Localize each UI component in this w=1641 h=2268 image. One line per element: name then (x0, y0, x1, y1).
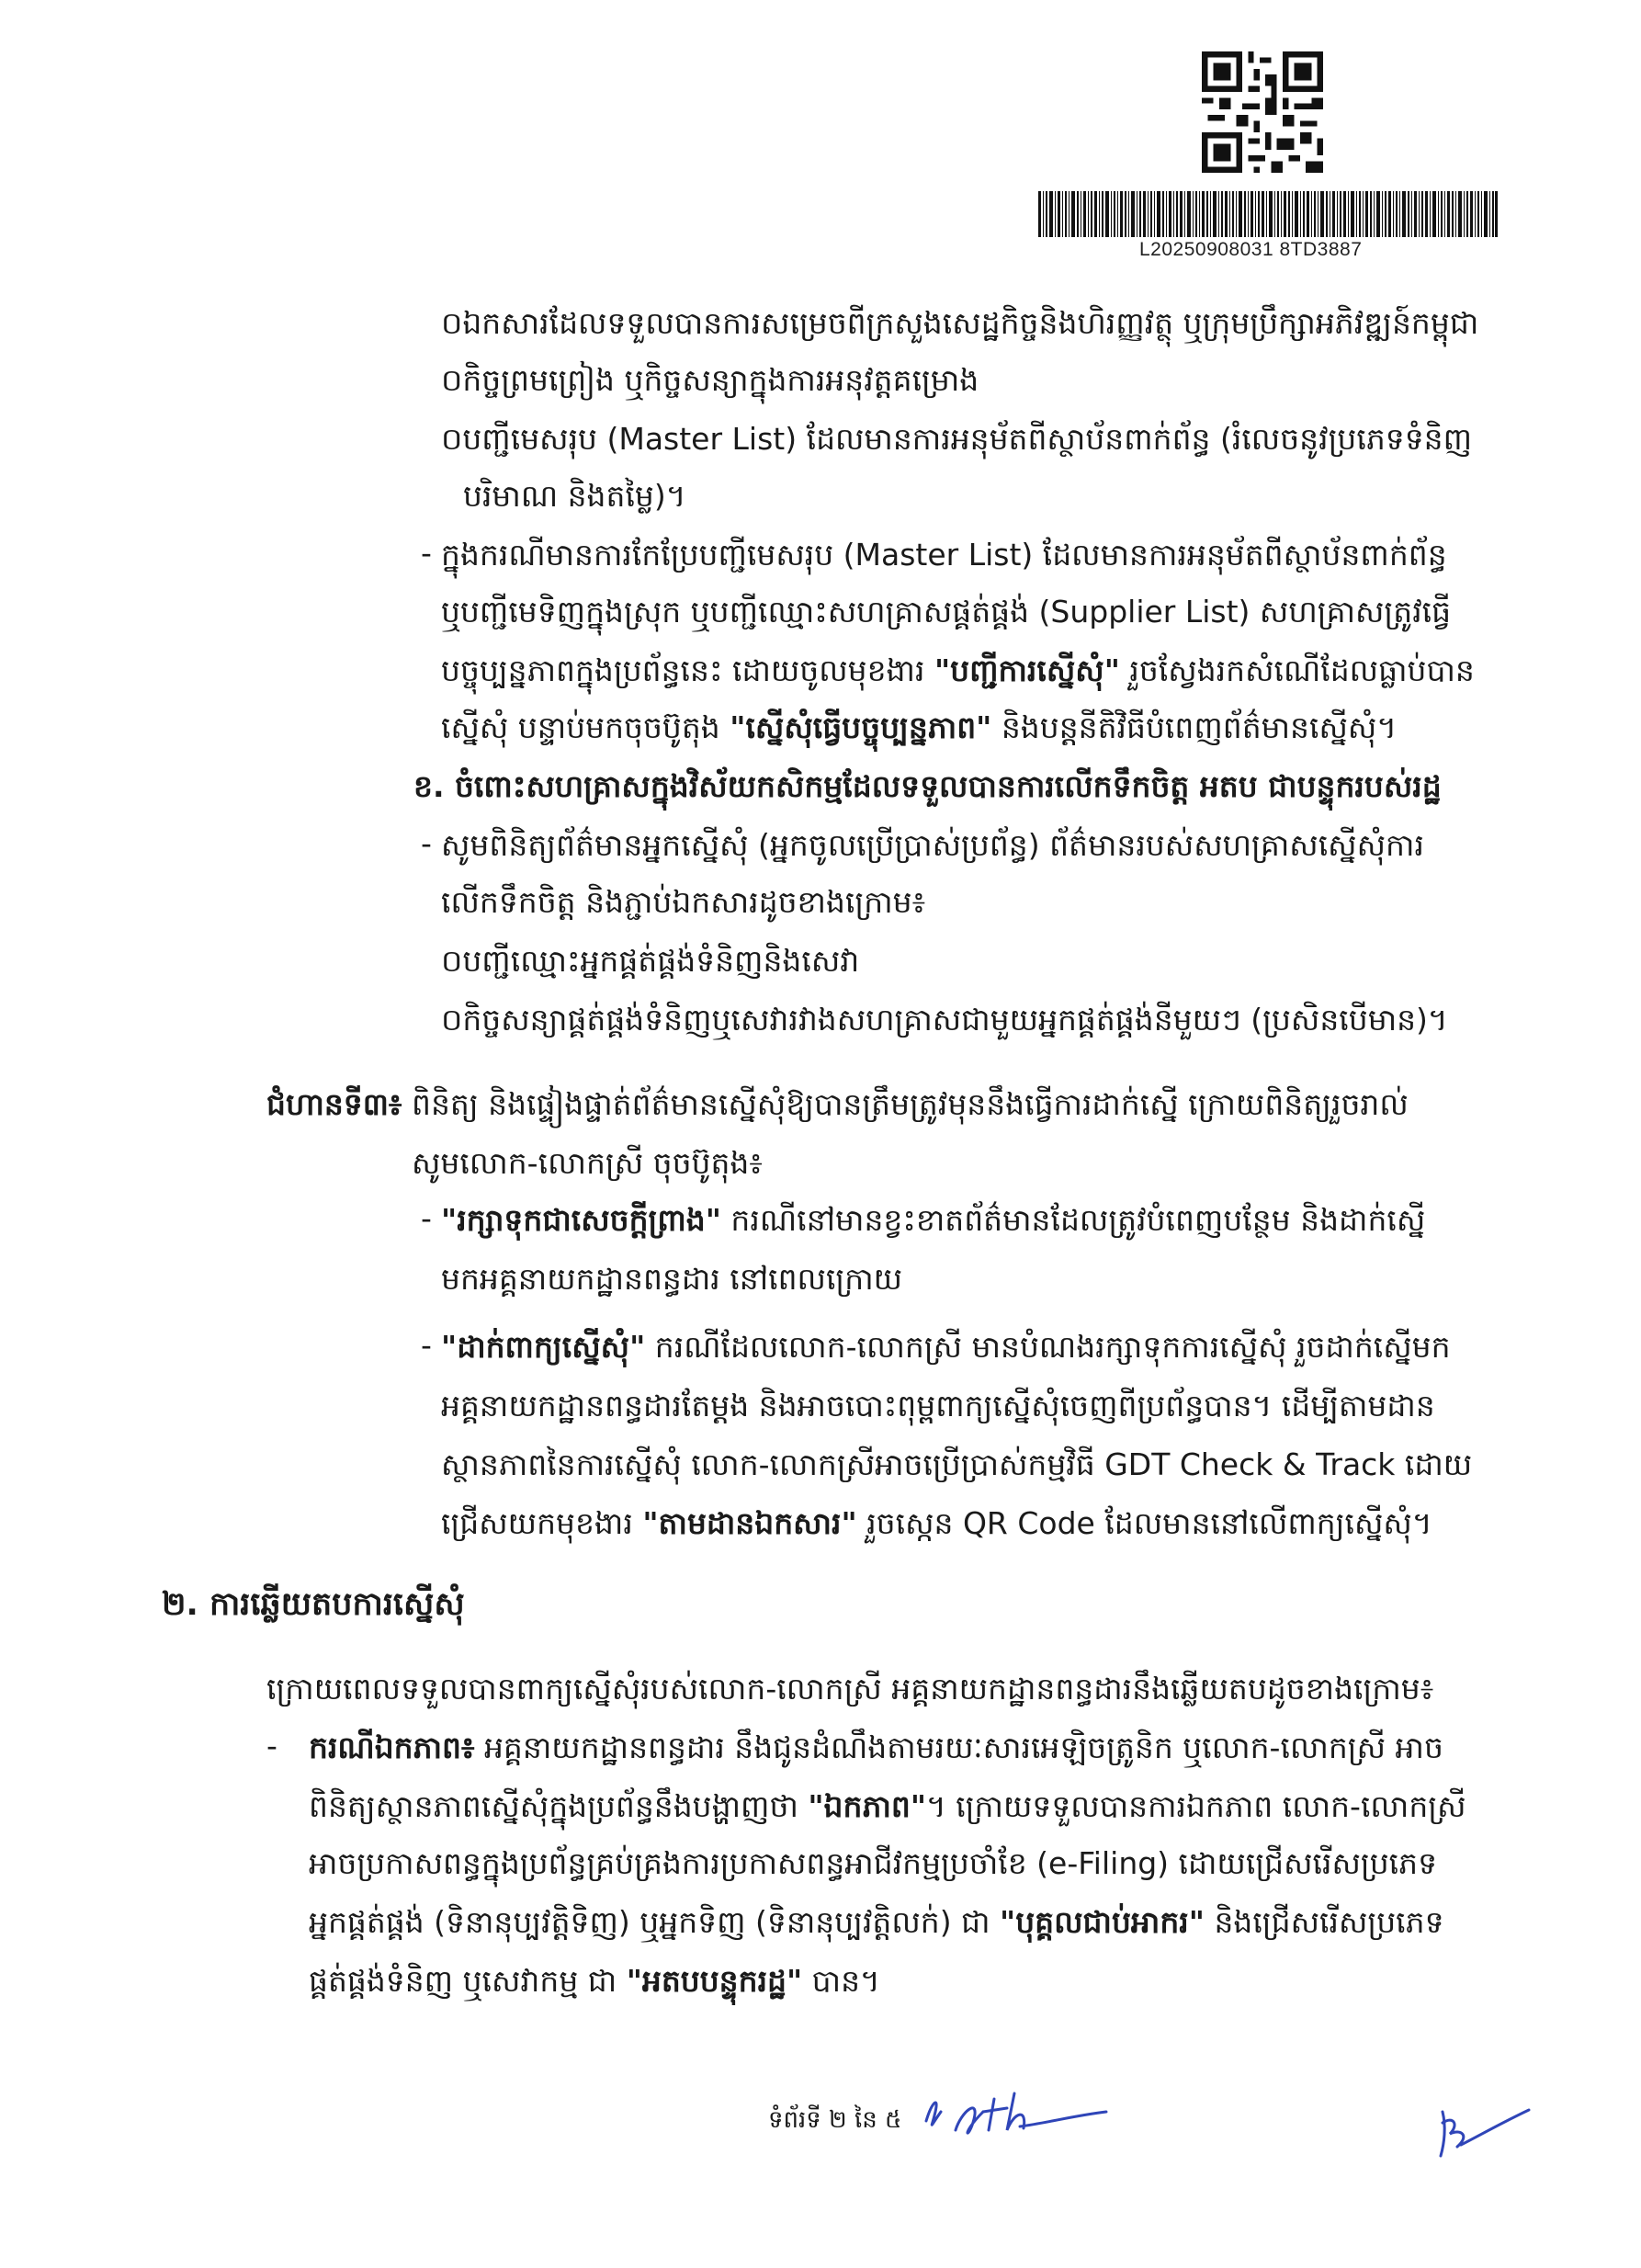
s1-update-para-l1: ក្នុងករណីមានការកែប្រែបញ្ជីមេសរុប (Master List) ដែលមានការអនុម័តពីស្ថាប័នពាក់ព័ន្ធ (441, 537, 1447, 573)
s2-para-l1: សូមពិនិត្យព័ត៌មានអ្នកស្នើសុំ (អ្នកចូលប្រើប្រាស់ប្រព័ន្ធ) ព័ត៌មានរបស់សហគ្រាសស្នើសុំការ (441, 827, 1424, 863)
save-draft-button-term: "រក្សាទុកជាសេចក្តីព្រាង" (441, 1202, 721, 1238)
s2-item-supply-contract: ០កិច្ចសន្យាផ្គត់ផ្គង់ទំនិញឬសេវារវាងសហគ្រាសជាមួយអ្នកផ្គត់ផ្គង់នីមួយៗ (ប្រសិនបើមាន)។ (441, 1002, 1448, 1038)
s1-item-master-list: ០បញ្ជីមេសរុប (Master List) ដែលមានការអនុម័តពីស្ថាប័នពាក់ព័ន្ធ (រំលេចនូវប្រភេទទំនិញ (441, 421, 1473, 457)
step3-save-draft-l2: មកអគ្គនាយកដ្ឋានពន្ធដារ នៅពេលក្រោយ (441, 1261, 903, 1297)
approval-case-l2: ពិនិត្យស្ថានភាពស្នើសុំក្នុងប្រព័ន្ធនឹងបង្ហាញថា "ឯកភាព"។ ក្រោយទទួលបានការឯកភាព លោក-លោកស្រី (309, 1788, 1466, 1824)
reviewer-initials-signature (1433, 2104, 1534, 2160)
step3-submit-l1: "ដាក់ពាក្យស្នើសុំ" ករណីដែលលោក-លោកស្រី មានបំណងរក្សាទុកការស្នើសុំ រួចដាក់ស្នើមក (441, 1329, 1451, 1365)
s1-update-para-l2: ឬបញ្ជីមេទិញក្នុងស្រុក ឬបញ្ជីឈ្មោះសហគ្រាសផ្គត់ផ្គង់ (Supplier List) សហគ្រាសត្រូវធ្វើ (441, 594, 1452, 629)
s1-update-para-l3: បច្ចុប្បន្នភាពក្នុងប្រព័ន្ធនេះ ដោយចូលមុខងារ "បញ្ជីការស្នើសុំ" រួចស្វែងរកសំណើដែលធ្លាប់បាន (441, 652, 1475, 688)
step3-submit-l2: អគ្គនាយកដ្ឋានពន្ធដារតែម្តង និងអាចបោះពុម្ពពាក្យស្នើសុំចេញពីប្រព័ន្ធបាន។ ដើម្បីតាមដាន (441, 1388, 1435, 1423)
approval-case-l3: អាចប្រកាសពន្ធក្នុងប្រព័ន្ធគ្រប់គ្រងការប្រកាសពន្ធអាជីវកម្មប្រចាំខែ (e-Filing) ដោយជ្រើសរើសប្រភេទ (309, 1845, 1438, 1881)
barcode (1038, 191, 1498, 237)
s1-item-master-list-cont: បរិមាណ និងតម្លៃ)។ (463, 478, 686, 514)
s1-item-ministry-approval: ០ឯកសារដែលទទួលបានការសម្រេចពីក្រសួងសេដ្ឋកិច្ចនិងហិរញ្ញវត្ថុ ឬក្រុមប្រឹក្សាអភិវឌ្ឍន៍កម្ពុជា (441, 305, 1479, 341)
s1-update-para-l4: ស្នើសុំ បន្ទាប់មកចុចប៊ូតុង "ស្នើសុំធ្វើបច្ចុប្បន្នភាព" និងបន្តនីតិវិធីបំពេញព័ត៌មានស្នើសុំ។ (441, 709, 1398, 745)
step3-submit-l4: ជ្រើសយកមុខងារ "តាមដានឯកសារ" រួចស្កេន QR Code ដែលមាននៅលើពាក្យស្នើសុំ។ (441, 1505, 1432, 1541)
step3-label: ជំហានទី៣៖ (266, 1086, 402, 1122)
step3-save-draft-l1: "រក្សាទុកជាសេចក្តីព្រាង" ករណីនៅមានខ្វះខាតព័ត៌មានដែលត្រូវបំពេញបន្ថែម និងដាក់ស្នើ (441, 1202, 1426, 1238)
submit-request-button-term: "ដាក់ពាក្យស្នើសុំ" (441, 1329, 646, 1365)
request-update-button-term: "ស្នើសុំធ្វើបច្ចុប្បន្នភាព" (730, 709, 992, 745)
s1-item-project-agreement: ០កិច្ចព្រមព្រៀង ឬកិច្ចសន្យាក្នុងការអនុវត្តគម្រោង (441, 362, 979, 398)
section-2-intro: ក្រោយពេលទទួលបានពាក្យស្នើសុំរបស់លោក-លោកស្រី អគ្គនាយកដ្ឋានពន្ធដារនឹងឆ្លើយតបដូចខាងក្រោម៖ (266, 1671, 1434, 1707)
initials-signature (919, 2084, 1112, 2139)
approval-case-l5: ផ្គត់ផ្គង់ទំនិញ ឬសេវាកម្ម ជា "អតបបន្ទុករដ្ឋ" បាន។ (309, 1963, 880, 1999)
s2-item-supplier-list: ០បញ្ជីឈ្មោះអ្នកផ្គត់ផ្គង់ទំនិញនិងសេវា (441, 943, 860, 979)
section-kha-heading: ខ. ចំពោះសហគ្រាសក្នុងវិស័យកសិកម្មដែលទទួលបានការលើកទឹកចិត្ត អតប ជាបន្ទុករបស់រដ្ឋ (413, 768, 1442, 804)
track-document-menu-term: "តាមដានឯកសារ" (642, 1505, 857, 1541)
approval-case-label: ករណីឯកភាព៖ (309, 1729, 475, 1765)
taxable-person-term: "បុគ្គលជាប់អាករ" (1000, 1904, 1205, 1940)
approved-status-term: "ឯកភាព" (808, 1788, 927, 1824)
section-2-heading: ២. ការឆ្លើយតបការស្នើសុំ (162, 1586, 465, 1623)
step3-para-l2: សូមលោក-លោកស្រី ចុចប៊ូតុង៖ (412, 1145, 763, 1181)
approval-case-l1: ករណីឯកភាព៖ អគ្គនាយកដ្ឋានពន្ធដារ នឹងជូនដំណឹងតាមរយៈសារអេឡិចត្រូនិក ឬលោក-លោកស្រី អាច (309, 1729, 1443, 1765)
qr-code (1202, 51, 1323, 173)
bullet-dash: - (421, 535, 432, 571)
step3-para-l1: ពិនិត្យ និងផ្ទៀងផ្ទាត់ព័ត៌មានស្នើសុំឱ្យបានត្រឹមត្រូវមុននឹងធ្វើការដាក់ស្នើ ក្រោយពិនិត្យរួចរាល់ (412, 1086, 1409, 1122)
s2-para-l2: លើកទឹកចិត្ត និងភ្ជាប់ឯកសារដូចខាងក្រោម៖ (441, 884, 926, 920)
approval-case-l4: អ្នកផ្គត់ផ្គង់ (ទិនានុប្បវត្តិទិញ) ឬអ្នកទិញ (ទិនានុប្បវត្តិលក់) ជា "បុគ្គលជាប់អាករ" និងជ្រើសរើសប្រភេទ (309, 1904, 1444, 1940)
bullet-dash: - (421, 1200, 432, 1236)
request-list-menu-term: "បញ្ជីការស្នើសុំ" (934, 652, 1120, 688)
document-code: L20250908031 8TD3887 (1139, 239, 1363, 260)
bullet-dash: - (266, 1728, 277, 1763)
state-borne-vat-term: "អតបបន្ទុករដ្ឋ" (626, 1963, 803, 1999)
step3-submit-l3: ស្ថានភាពនៃការស្នើសុំ លោក-លោកស្រីអាចប្រើប្រាស់កម្មវិធី GDT Check & Track ដោយ (441, 1446, 1473, 1482)
bullet-dash: - (421, 1327, 432, 1363)
page-number: ទំព័រទី ២ នៃ ៥ (768, 2106, 902, 2134)
bullet-dash: - (421, 825, 432, 861)
